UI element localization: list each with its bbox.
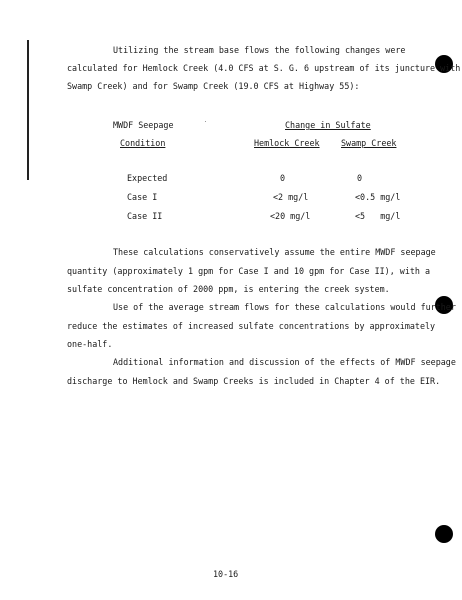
- table-col1-header-line1: MWDF Seepage: [113, 120, 174, 130]
- paragraph-1-line-1: Utilizing the stream base flows the following changes were: [113, 45, 406, 55]
- paragraph-1-line-3: Swamp Creek) and for Swamp Creek (19.0 CFS at Highway 55):: [67, 81, 360, 91]
- table-row-3-swamp: <5 mg/l: [355, 211, 401, 221]
- table-row-2-swamp: <0.5 mg/l: [355, 192, 401, 202]
- paragraph-2-line-1: These calculations conservatively assume the entire MWDF seepage: [113, 247, 436, 257]
- paragraph-3-line-2: reduce the estimates of increased sulfate concentrations by approximately: [67, 321, 436, 331]
- paragraph-2-line-2: quantity (approximately 1 gpm for Case I and 10 gpm for Case II), with a: [67, 266, 431, 276]
- table-col2-header: Hemlock Creek: [254, 138, 320, 148]
- table-col3-header: Swamp Creek: [341, 138, 397, 148]
- table-row-1-condition: Expected: [127, 173, 168, 183]
- margin-change-bar: [27, 40, 29, 180]
- table-row-2-hemlock: <2 mg/l: [273, 192, 309, 202]
- paragraph-3-line-1: Use of the average stream flows for these calculations would further: [113, 302, 456, 312]
- table-row-3-hemlock: <20 mg/l: [270, 211, 311, 221]
- paragraph-4-line-2: discharge to Hemlock and Swamp Creeks is included in Chapter 4 of the EIR.: [67, 376, 441, 386]
- table-row-1-hemlock: 0: [280, 173, 286, 183]
- binder-hole-bottom: [435, 525, 453, 543]
- table-row-3-condition: Case II: [127, 211, 163, 221]
- table-row-1-swamp: 0: [357, 173, 363, 183]
- paragraph-3-line-3: one-half.: [67, 339, 113, 349]
- table-row-2-condition: Case I: [127, 192, 158, 202]
- scan-speck: [205, 121, 206, 122]
- page-number: 10-16: [213, 569, 239, 579]
- paragraph-1-line-2: calculated for Hemlock Creek (4.0 CFS at S. G. 6 upstream of its juncture with: [67, 63, 461, 73]
- paragraph-2-line-3: sulfate concentration of 2000 ppm, is entering the creek system.: [67, 284, 390, 294]
- table-group-header: Change in Sulfate: [285, 120, 371, 130]
- table-col1-header-line2: Condition: [120, 138, 166, 148]
- paragraph-4-line-1: Additional information and discussion of the effects of MWDF seepage: [113, 357, 456, 367]
